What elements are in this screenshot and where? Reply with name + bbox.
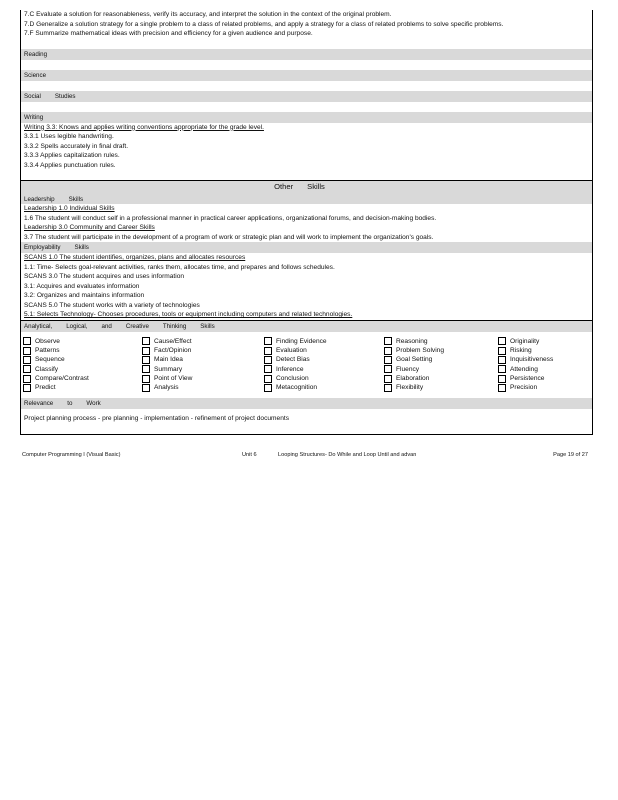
skill-metacognition[interactable]: Metacognition xyxy=(264,383,384,392)
checkbox[interactable] xyxy=(384,384,392,392)
skill-flexibility[interactable]: Flexibility xyxy=(384,383,498,392)
checkbox[interactable] xyxy=(142,356,150,364)
skill-goal-setting[interactable]: Goal Setting xyxy=(384,355,498,364)
writing-header: Writing xyxy=(21,112,592,123)
checkbox[interactable] xyxy=(264,347,272,355)
leadership-standard: Leadership 1.0 Individual Skills xyxy=(24,205,115,212)
writing-item: 3.3.4 Applies punctuation rules. xyxy=(24,161,116,169)
skill-finding-evidence[interactable]: Finding Evidence xyxy=(264,337,384,346)
skill-reasoning[interactable]: Reasoning xyxy=(384,337,498,346)
employability-line: 1.1: Time- Selects goal-relevant activities, ranks them, allocates time, and prepares and follows schedules. xyxy=(24,263,335,271)
checkbox[interactable] xyxy=(498,365,506,373)
employability-line: 5.1: Selects Technology- Chooses procedures, tools or equipment including computers and related technologies. xyxy=(24,311,353,318)
skill-inference[interactable]: Inference xyxy=(264,365,384,374)
footer-unit-title: Looping Structures- Do While and Loop Until and advan xyxy=(278,452,417,458)
checkbox[interactable] xyxy=(23,356,31,364)
checkbox[interactable] xyxy=(498,347,506,355)
skill-observe[interactable]: Observe xyxy=(23,337,142,346)
checkbox[interactable] xyxy=(142,337,150,345)
math-line: 7.F Summarize mathematical ideas with precision and efficiency for a given audience and purpose. xyxy=(24,30,313,37)
footer-page: Page 19 of 27 xyxy=(553,452,588,458)
footer-unit: Unit 6 xyxy=(242,452,257,458)
checkbox[interactable] xyxy=(264,365,272,373)
employability-line: 3.1: Acquires and evaluates information xyxy=(24,282,140,290)
skill-classify[interactable]: Classify xyxy=(23,365,142,374)
checkbox[interactable] xyxy=(384,375,392,383)
thinking-skills-grid xyxy=(21,337,592,393)
checkbox[interactable] xyxy=(498,375,506,383)
skill-predict[interactable]: Predict xyxy=(23,383,142,392)
checkbox[interactable] xyxy=(23,347,31,355)
leadership-item: 3.7 The student will participate in the development of a program of work or strategic plan and will work to implement the organization's goals. xyxy=(24,233,434,241)
checkbox[interactable] xyxy=(264,356,272,364)
footer-course: Computer Programming I (Visual Basic) xyxy=(22,452,121,458)
writing-standard: Writing 3.3: Knows and applies writing conventions appropriate for the grade level. xyxy=(24,123,264,131)
skill-fact-opinion[interactable]: Fact/Opinion xyxy=(142,346,264,355)
document-table xyxy=(20,10,593,435)
checkbox[interactable] xyxy=(23,337,31,345)
leadership-label: Leadership Skills xyxy=(24,196,84,203)
other-skills-title: Other Skills xyxy=(274,182,325,191)
checkbox[interactable] xyxy=(142,384,150,392)
leadership-item: 1.6 The student will conduct self in a professional manner in practical career applications, organizational forums, and decision-making bodies. xyxy=(24,214,437,222)
skill-cause-effect[interactable]: Cause/Effect xyxy=(142,337,264,346)
skill-precision[interactable]: Precision xyxy=(498,383,578,392)
skill-persistence[interactable]: Persistence xyxy=(498,374,578,383)
checkbox[interactable] xyxy=(264,337,272,345)
checkbox[interactable] xyxy=(142,375,150,383)
checkbox[interactable] xyxy=(384,347,392,355)
checkbox[interactable] xyxy=(384,365,392,373)
writing-item: 3.3.1 Uses legible handwriting. xyxy=(24,133,114,140)
skill-conclusion[interactable]: Conclusion xyxy=(264,374,384,383)
skill-sequence[interactable]: Sequence xyxy=(23,355,142,364)
math-standards xyxy=(21,10,592,39)
analytical-header: Analytical, Logical, and Creative Thinking Skills xyxy=(21,320,592,332)
checkbox[interactable] xyxy=(498,356,506,364)
skill-elaboration[interactable]: Elaboration xyxy=(384,374,498,383)
employability-line: 3.2: Organizes and maintains information xyxy=(24,292,145,299)
science-header: Science xyxy=(21,70,592,81)
skill-compare-contrast[interactable]: Compare/Contrast xyxy=(23,374,142,383)
checkbox[interactable] xyxy=(264,384,272,392)
checkbox[interactable] xyxy=(23,375,31,383)
employability-line: SCANS 1.0 The student identifies, organizes, plans and allocates resources xyxy=(24,254,246,261)
employability-header: Employability Skills xyxy=(21,242,592,253)
skills-column xyxy=(498,337,578,393)
skill-analysis[interactable]: Analysis xyxy=(142,383,264,392)
social-studies-header: Social Studies xyxy=(21,91,592,102)
checkbox[interactable] xyxy=(142,347,150,355)
skill-attending[interactable]: Attending xyxy=(498,365,578,374)
writing-item: 3.3.3 Applies capitalization rules. xyxy=(24,152,120,159)
checkbox[interactable] xyxy=(23,384,31,392)
checkbox[interactable] xyxy=(23,365,31,373)
skill-summary[interactable]: Summary xyxy=(142,365,264,374)
skill-evaluation[interactable]: Evaluation xyxy=(264,346,384,355)
skill-originality[interactable]: Originality xyxy=(498,337,578,346)
skills-column xyxy=(384,337,498,393)
skills-column xyxy=(264,337,384,393)
reading-header: Reading xyxy=(21,49,592,60)
checkbox[interactable] xyxy=(384,356,392,364)
math-line: 7.C Evaluate a solution for reasonableness, verify its accuracy, and interpret the solution in the context of the original problem. xyxy=(24,11,392,18)
skill-fluency[interactable]: Fluency xyxy=(384,365,498,374)
skill-patterns[interactable]: Patterns xyxy=(23,346,142,355)
other-skills-header xyxy=(21,180,592,204)
checkbox[interactable] xyxy=(498,384,506,392)
math-line: 7.D Generalize a solution strategy for a single problem to a class of related problems, and apply a strategy for a class of related problems to solve specific problems. xyxy=(24,20,504,28)
skills-column xyxy=(23,337,142,393)
skill-main-idea[interactable]: Main Idea xyxy=(142,355,264,364)
employability-line: SCANS 5.0 The student works with a variety of technologies xyxy=(24,301,200,309)
skills-column xyxy=(142,337,264,393)
checkbox[interactable] xyxy=(264,375,272,383)
skill-detect-bias[interactable]: Detect Bias xyxy=(264,355,384,364)
skill-risking[interactable]: Risking xyxy=(498,346,578,355)
relevance-text: Project planning process - pre planning - implementation - refinement of project documents xyxy=(24,414,289,422)
skill-point-of-view[interactable]: Point of View xyxy=(142,374,264,383)
checkbox[interactable] xyxy=(142,365,150,373)
writing-item: 3.3.2 Spells accurately in final draft. xyxy=(24,142,129,150)
skill-inquisitiveness[interactable]: Inquisitiveness xyxy=(498,355,578,364)
employability-line: SCANS 3.0 The student acquires and uses information xyxy=(24,273,185,280)
relevance-header: Relevance to Work xyxy=(21,398,592,409)
skill-problem-solving[interactable]: Problem Solving xyxy=(384,346,498,355)
checkbox[interactable] xyxy=(498,337,506,345)
leadership-standard: Leadership 3.0 Community and Career Skills xyxy=(24,224,155,231)
checkbox[interactable] xyxy=(384,337,392,345)
